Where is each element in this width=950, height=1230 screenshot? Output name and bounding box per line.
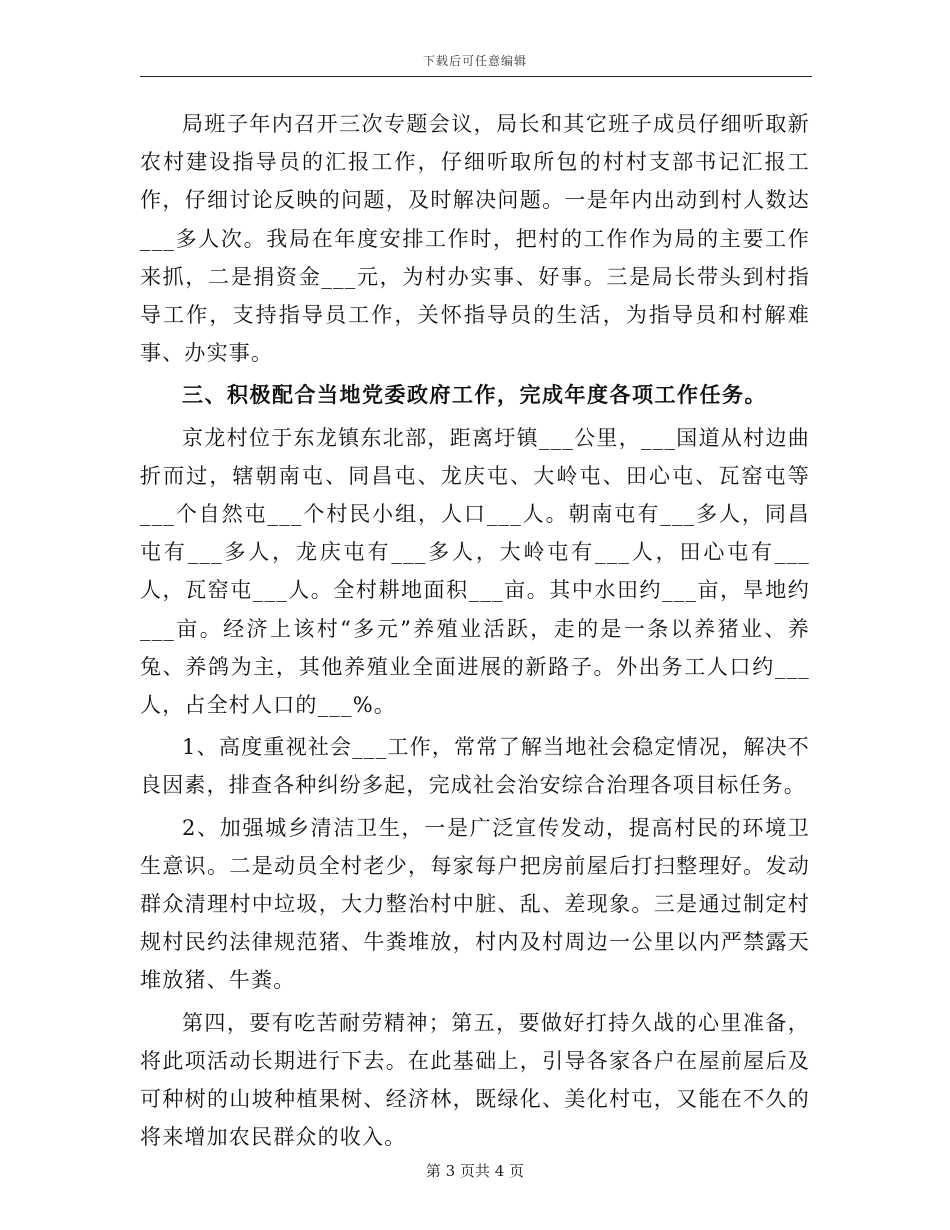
section-heading-three: 三、积极配合当地党委政府工作，完成年度各项工作任务。 [182, 383, 767, 408]
page-footer: 第 3 页共 4 页 [425, 1162, 525, 1180]
paragraph-village-overview: 京龙村位于东龙镇东北部，距离圩镇___公里，___国道从村边曲折而过，辖朝南屯、同昌屯、龙庆屯、大岭屯、田心屯、瓦窑屯等___个自然屯___个村民小组，人口___人。朝南屯有___多人，同昌屯有___多人，龙庆屯有___多人，大岭屯有___人，田心屯有___人，瓦窑屯___人。全村耕地面积___亩。其中水田约___亩，旱地约___亩。经济上该村“多元”养殖业活跃，走的是一条以养猪业、养兔、养鸽为主，其他养殖业全面进展的新路子。外出务工人口约___人，占全村人口的___%。 [140, 425, 810, 718]
document-body [140, 105, 810, 1156]
paragraph-item-1: 1、高度重视社会___工作，常常了解当地社会稳定情况，解决不良因素，排查各种纠纷多起，完成社会治安综合治理各项目标任务。 [140, 735, 810, 798]
header-divider [140, 76, 812, 77]
page-header: 下载后可任意编辑 [422, 54, 527, 68]
paragraph-fourth-fifth: 第四，要有吃苦耐劳精神；第五，要做好打持久战的心里准备，将此项活动长期进行下去。在此基础上，引导各家各户在屋前屋后及可种树的山坡种植果树、经济林，既绿化、美化村屯，又能在不久的将来增加农民群众的收入。 [140, 1010, 810, 1150]
paragraph-leadership-meetings: 局班子年内召开三次专题会议，局长和其它班子成员仔细听取新农村建设指导员的汇报工作，仔细听取所包的村村支部书记汇报工作，仔细讨论反映的问题，及时解决问题。一是年内出动到村人数达___多人次。我局在年度安排工作时，把村的工作作为局的主要工作来抓，二是捐资金___元，为村办实事、好事。三是局长带头到村指导工作，支持指导员工作，关怀指导员的生活，为指导员和村解难事、办实事。 [140, 112, 810, 366]
paragraph-item-2: 2、加强城乡清洁卫生，一是广泛宣传发动，提高村民的环境卫生意识。二是动员全村老少，每家每户把房前屋后打扫整理好。发动群众清理村中垃圾，大力整治村中脏、乱、差现象。三是通过制定村规村民约法律规范猪、牛粪堆放，村内及村周边一公里以内严禁露天堆放猪、牛粪。 [140, 815, 810, 993]
